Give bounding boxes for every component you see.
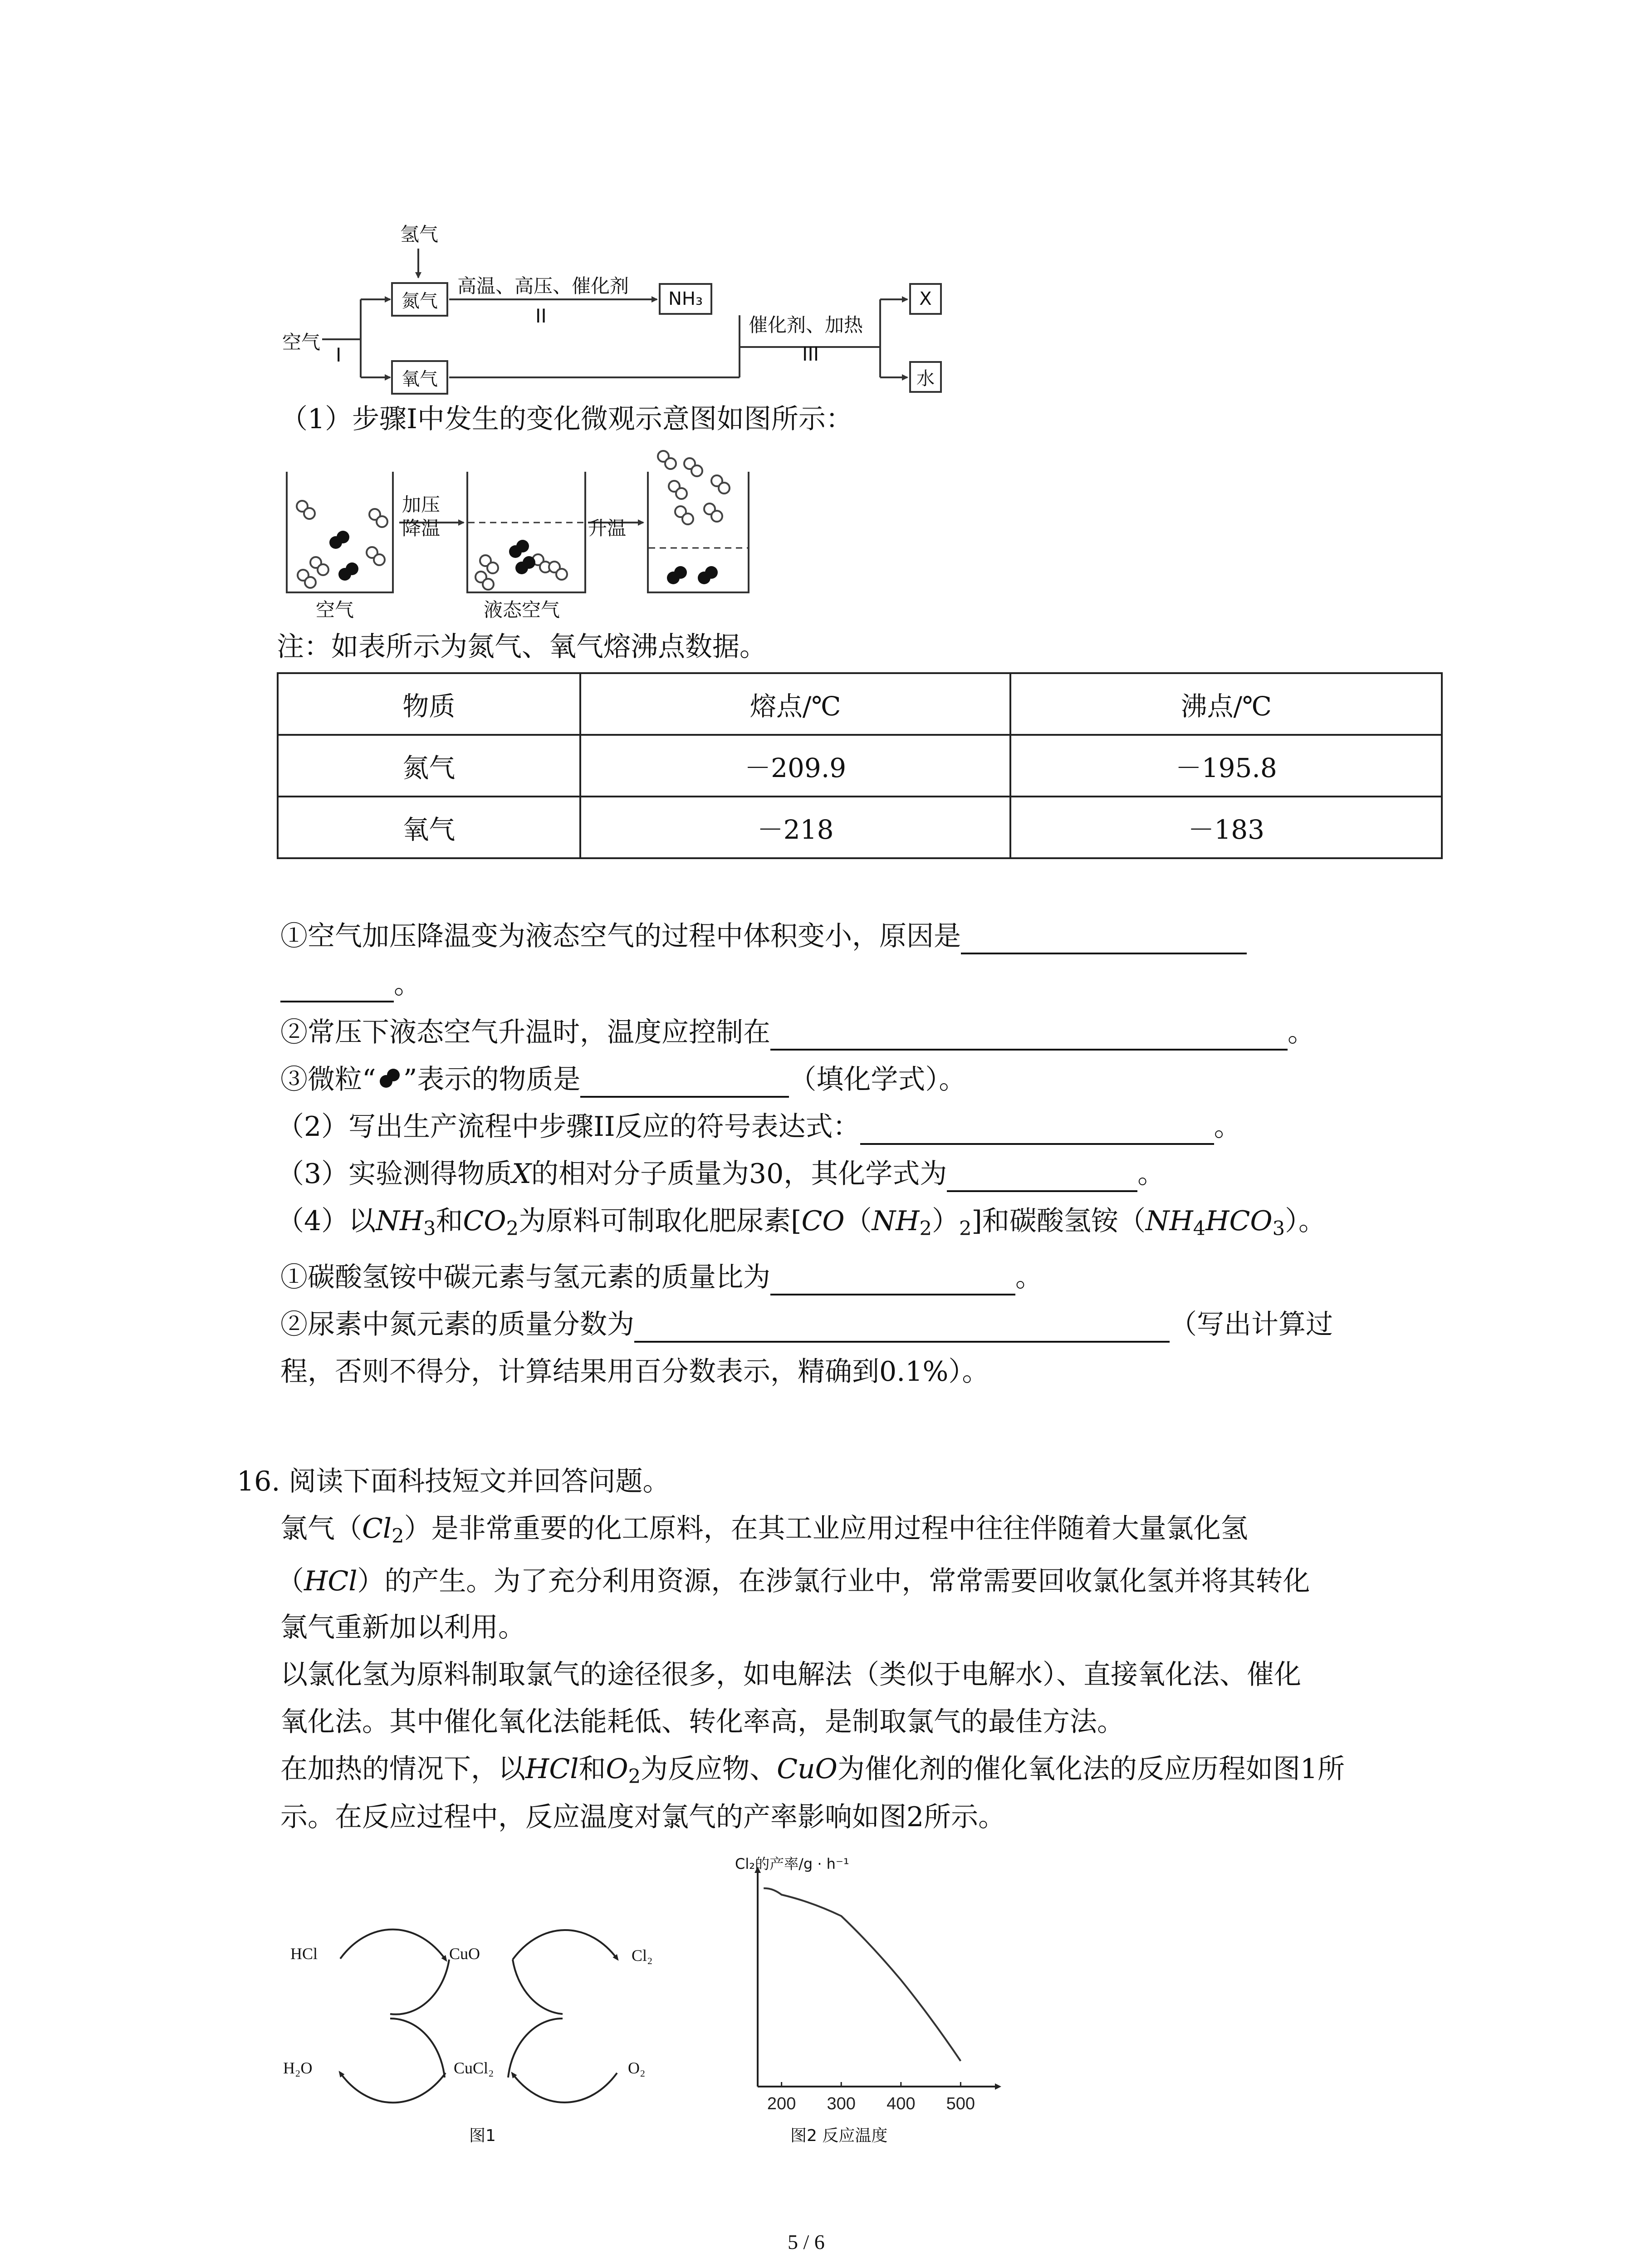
figure-2-caption: 图2 反应温度	[790, 2126, 888, 2145]
press-label: 加压	[402, 494, 441, 516]
question-a3-post: ”表示的物质是	[403, 1064, 581, 1095]
q4-text: ]和碳酸氢铵（	[971, 1205, 1146, 1237]
table-cell: 氮气	[278, 735, 580, 797]
table-cell: 氧气	[278, 797, 580, 858]
q4-sub: 4	[1193, 1217, 1206, 1240]
q4-formula: NH	[1145, 1205, 1193, 1237]
o2-label: O₂	[628, 2059, 646, 2077]
nitrogen-box: 氮气	[391, 282, 448, 317]
q16-text: ）是非常重要的化工原料，在其工业应用过程中往往伴随着大量氯化氢	[404, 1513, 1248, 1545]
q16-text: ）的产生。为了充分利用资源，在涉氯行业中，常常需要回收氯化氢并将其转化	[357, 1565, 1310, 1597]
q16-sub: 2	[392, 1525, 404, 1548]
q16-formula: HCl	[525, 1753, 579, 1785]
q4-sub: 2	[919, 1217, 932, 1240]
q4-formula: NH	[376, 1205, 424, 1237]
step2-condition: 高温、高压、催化剂	[457, 275, 629, 297]
heat-label: 升温	[588, 517, 627, 539]
step3-label: III	[802, 343, 819, 365]
yield-curve	[764, 1888, 960, 2061]
header-boiling: 沸点/℃	[1010, 673, 1442, 735]
chart-y-label: Cl₂的产率/g · h⁻¹	[735, 1855, 849, 1872]
q16-line4: 以氯化氢为原料制取氯气的途径很多，如电解法（类似于电解水）、直接氧化法、催化	[280, 1659, 1301, 1691]
x-box: X	[909, 283, 942, 315]
air-label: 空气	[282, 331, 321, 353]
question-b2-text: ②尿素中氮元素的质量分数为	[280, 1309, 634, 1340]
q16-line7: 示。在反应过程中，反应温度对氯气的产率影响如图2所示。	[280, 1801, 1006, 1833]
q4-formula: CO	[463, 1205, 506, 1237]
x-tick-label: 300	[827, 2094, 856, 2113]
q4-text: 和	[436, 1205, 463, 1237]
x-tick-label: 200	[767, 2094, 796, 2113]
q16-text: 在加热的情况下，以	[280, 1753, 525, 1785]
water-box: 水	[909, 361, 942, 393]
table-cell: －209.9	[580, 735, 1011, 797]
question-a2-end: 。	[1288, 1017, 1315, 1048]
question-b2-line2: 程，否则不得分，计算结果用百分数表示，精确到0.1%）。	[280, 1356, 989, 1388]
question-2-text: （2）写出生产流程中步骤II反应的符号表达式：	[277, 1111, 860, 1143]
question-2-end: 。	[1214, 1111, 1241, 1143]
hcl-label: HCl	[290, 1945, 318, 1963]
q4-text: （	[844, 1205, 872, 1237]
hydrogen-label: 氢气	[400, 223, 439, 245]
nh3-box: NH₃	[659, 283, 712, 315]
beaker1-label: 空气	[316, 599, 354, 621]
q16-text: 氯气（	[280, 1513, 362, 1545]
q16-line3: 氯气重新加以利用。	[280, 1612, 525, 1643]
q16-formula: Cl	[362, 1513, 392, 1545]
question-a2-text: ②常压下液态空气升温时，温度应控制在	[280, 1017, 770, 1048]
q16-text: 和	[578, 1753, 606, 1785]
q16-text: 为催化剂的催化氧化法的反应历程如图1所	[837, 1753, 1345, 1785]
q4-text: 为原料可制取化肥尿素[	[519, 1205, 802, 1237]
x-tick-label: 400	[887, 2094, 916, 2113]
question-3-post: 的相对分子质量为30，其化学式为	[531, 1158, 947, 1190]
q4-text: （4）以	[277, 1205, 376, 1237]
question-a3-end: （填化学式）。	[789, 1064, 966, 1095]
q4-sub: 3	[423, 1217, 436, 1240]
question-a1-text: ①空气加压降温变为液态空气的过程中体积变小，原因是	[280, 920, 961, 952]
q4-formula: HCO	[1205, 1205, 1273, 1237]
beaker2-label: 液态空气	[484, 599, 560, 621]
table-cell: －183	[1010, 797, 1442, 858]
q4-sub: 3	[1272, 1217, 1285, 1240]
h2o-label: H₂O	[283, 2059, 313, 2077]
question-a3-pre: ③微粒“	[280, 1064, 376, 1095]
yield-vs-temperature-chart	[708, 1833, 1025, 2150]
q16-formula: CuO	[777, 1753, 838, 1785]
q4-text: ）。	[1285, 1205, 1326, 1237]
q1-intro: （1）步骤Ⅰ中发生的变化微观示意图如图所示：	[280, 403, 853, 435]
q4-formula: CO	[801, 1205, 845, 1237]
oxygen-box: 氧气	[391, 360, 448, 395]
q16-sub: 2	[628, 1765, 641, 1788]
question-b2-tail: （写出计算过	[1170, 1309, 1333, 1340]
step1-label: I	[336, 344, 342, 366]
note-text: 注：如表所示为氮气、氧气熔沸点数据。	[277, 631, 767, 663]
page-number: 5 / 6	[788, 2230, 825, 2253]
figure-1-caption: 图1	[469, 2126, 496, 2145]
question-a1-end: 。	[394, 968, 421, 1000]
question-b1-text: ①碳酸氢铵中碳元素与氢元素的质量比为	[280, 1261, 770, 1293]
q16-formula: O	[606, 1753, 628, 1785]
q4-formula: NH	[872, 1205, 920, 1237]
table-cell: －195.8	[1010, 735, 1442, 797]
step3-condition: 催化剂、加热	[749, 314, 863, 336]
q16-line5: 氧化法。其中催化氧化法能耗低、转化率高，是制取氯气的最佳方法。	[280, 1706, 1124, 1738]
header-melting: 熔点/℃	[580, 673, 1011, 735]
cuo-label: CuO	[449, 1945, 480, 1963]
q4-text: ）	[931, 1205, 959, 1237]
question-3-end: 。	[1137, 1158, 1165, 1190]
x-tick-label: 500	[946, 2094, 975, 2113]
q4-sub: 2	[506, 1217, 519, 1240]
q16-text: （	[277, 1565, 304, 1597]
q16-title: 16. 阅读下面科技短文并回答问题。	[237, 1466, 670, 1497]
step2-label: II	[535, 305, 547, 327]
table-cell: －218	[580, 797, 1011, 858]
q4-sub: 2	[959, 1217, 972, 1240]
header-substance: 物质	[278, 673, 580, 735]
cl2-label: Cl₂	[632, 1946, 653, 1965]
cool-label: 降温	[402, 517, 441, 539]
q16-text: 为反应物、	[641, 1753, 777, 1785]
q16-formula: HCl	[304, 1565, 358, 1597]
question-3-pre: （3）实验测得物质	[277, 1158, 512, 1190]
question-b1-end: 。	[1015, 1261, 1043, 1293]
question-3-x: X	[512, 1158, 531, 1190]
cucl2-label: CuCl₂	[454, 2059, 494, 2077]
